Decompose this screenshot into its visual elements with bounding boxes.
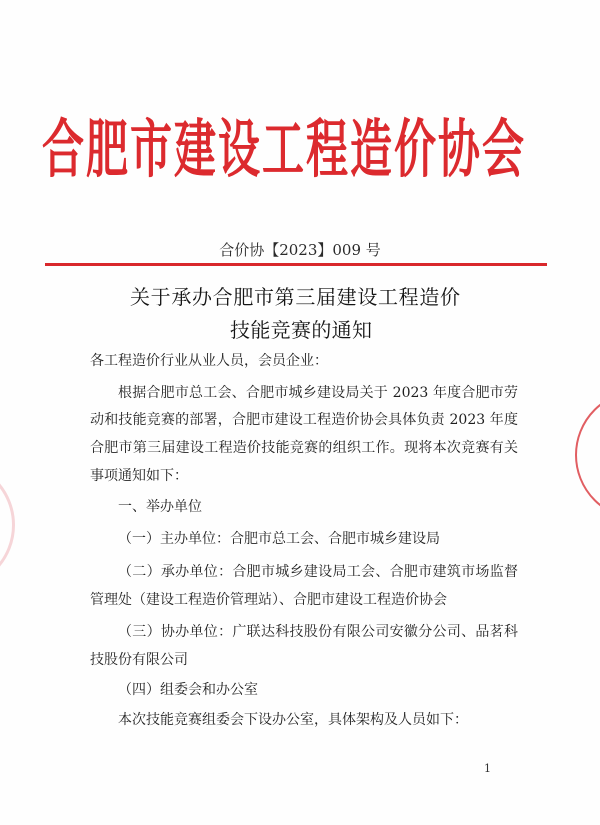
co-organizer-unit-line-2: 技股份有限公司: [90, 652, 188, 668]
organizer-unit-line-2: 管理处（建设工程造价管理站）、合肥市建设工程造价协会: [90, 592, 447, 608]
committee-text: 本次技能竞赛组委会下设办公室，具体架构及人员如下：: [118, 712, 468, 728]
document-number: 合价协【2023】009 号: [219, 241, 381, 259]
co-organizer-unit-line-1: （三）协办单位：广联达科技股份有限公司安徽分公司、品茗科: [118, 624, 518, 640]
document-title-line-2: 技能竞赛的通知: [230, 318, 372, 342]
document-title-line-1: 关于承办合肥市第三届建设工程造价: [130, 285, 460, 309]
organizer-unit-line-1: （二）承办单位：合肥市城乡建设局工会、合肥市建筑市场监督: [118, 564, 518, 580]
letterhead-red-rule: [45, 263, 547, 266]
seal-stamp-fragment-right: [575, 390, 600, 520]
host-unit-line: （一）主办单位：合肥市总工会、合肥市城乡建设局: [118, 531, 440, 547]
salutation: 各工程造价行业从业人员，会员企业：: [90, 353, 328, 369]
intro-line-2: 动和技能竞赛的部署，合肥市建设工程造价协会具体负责 2023 年度: [90, 412, 518, 428]
intro-line-4: 事项通知如下：: [90, 468, 188, 484]
intro-line-3: 合肥市第三届建设工程造价技能竞赛的组织工作。现将本次竞赛有关: [90, 440, 518, 456]
committee-heading: （四）组委会和办公室: [118, 682, 258, 698]
page-number: 1: [484, 762, 491, 775]
section-heading-organizers: 一、举办单位: [118, 499, 202, 515]
seal-stamp-fragment-left: [0, 460, 15, 590]
intro-line-1: 根据合肥市总工会、合肥市城乡建设局关于 2023 年度合肥市劳: [118, 385, 518, 401]
letterhead-org-name: 合肥市建设工程造价协会: [42, 112, 524, 186]
